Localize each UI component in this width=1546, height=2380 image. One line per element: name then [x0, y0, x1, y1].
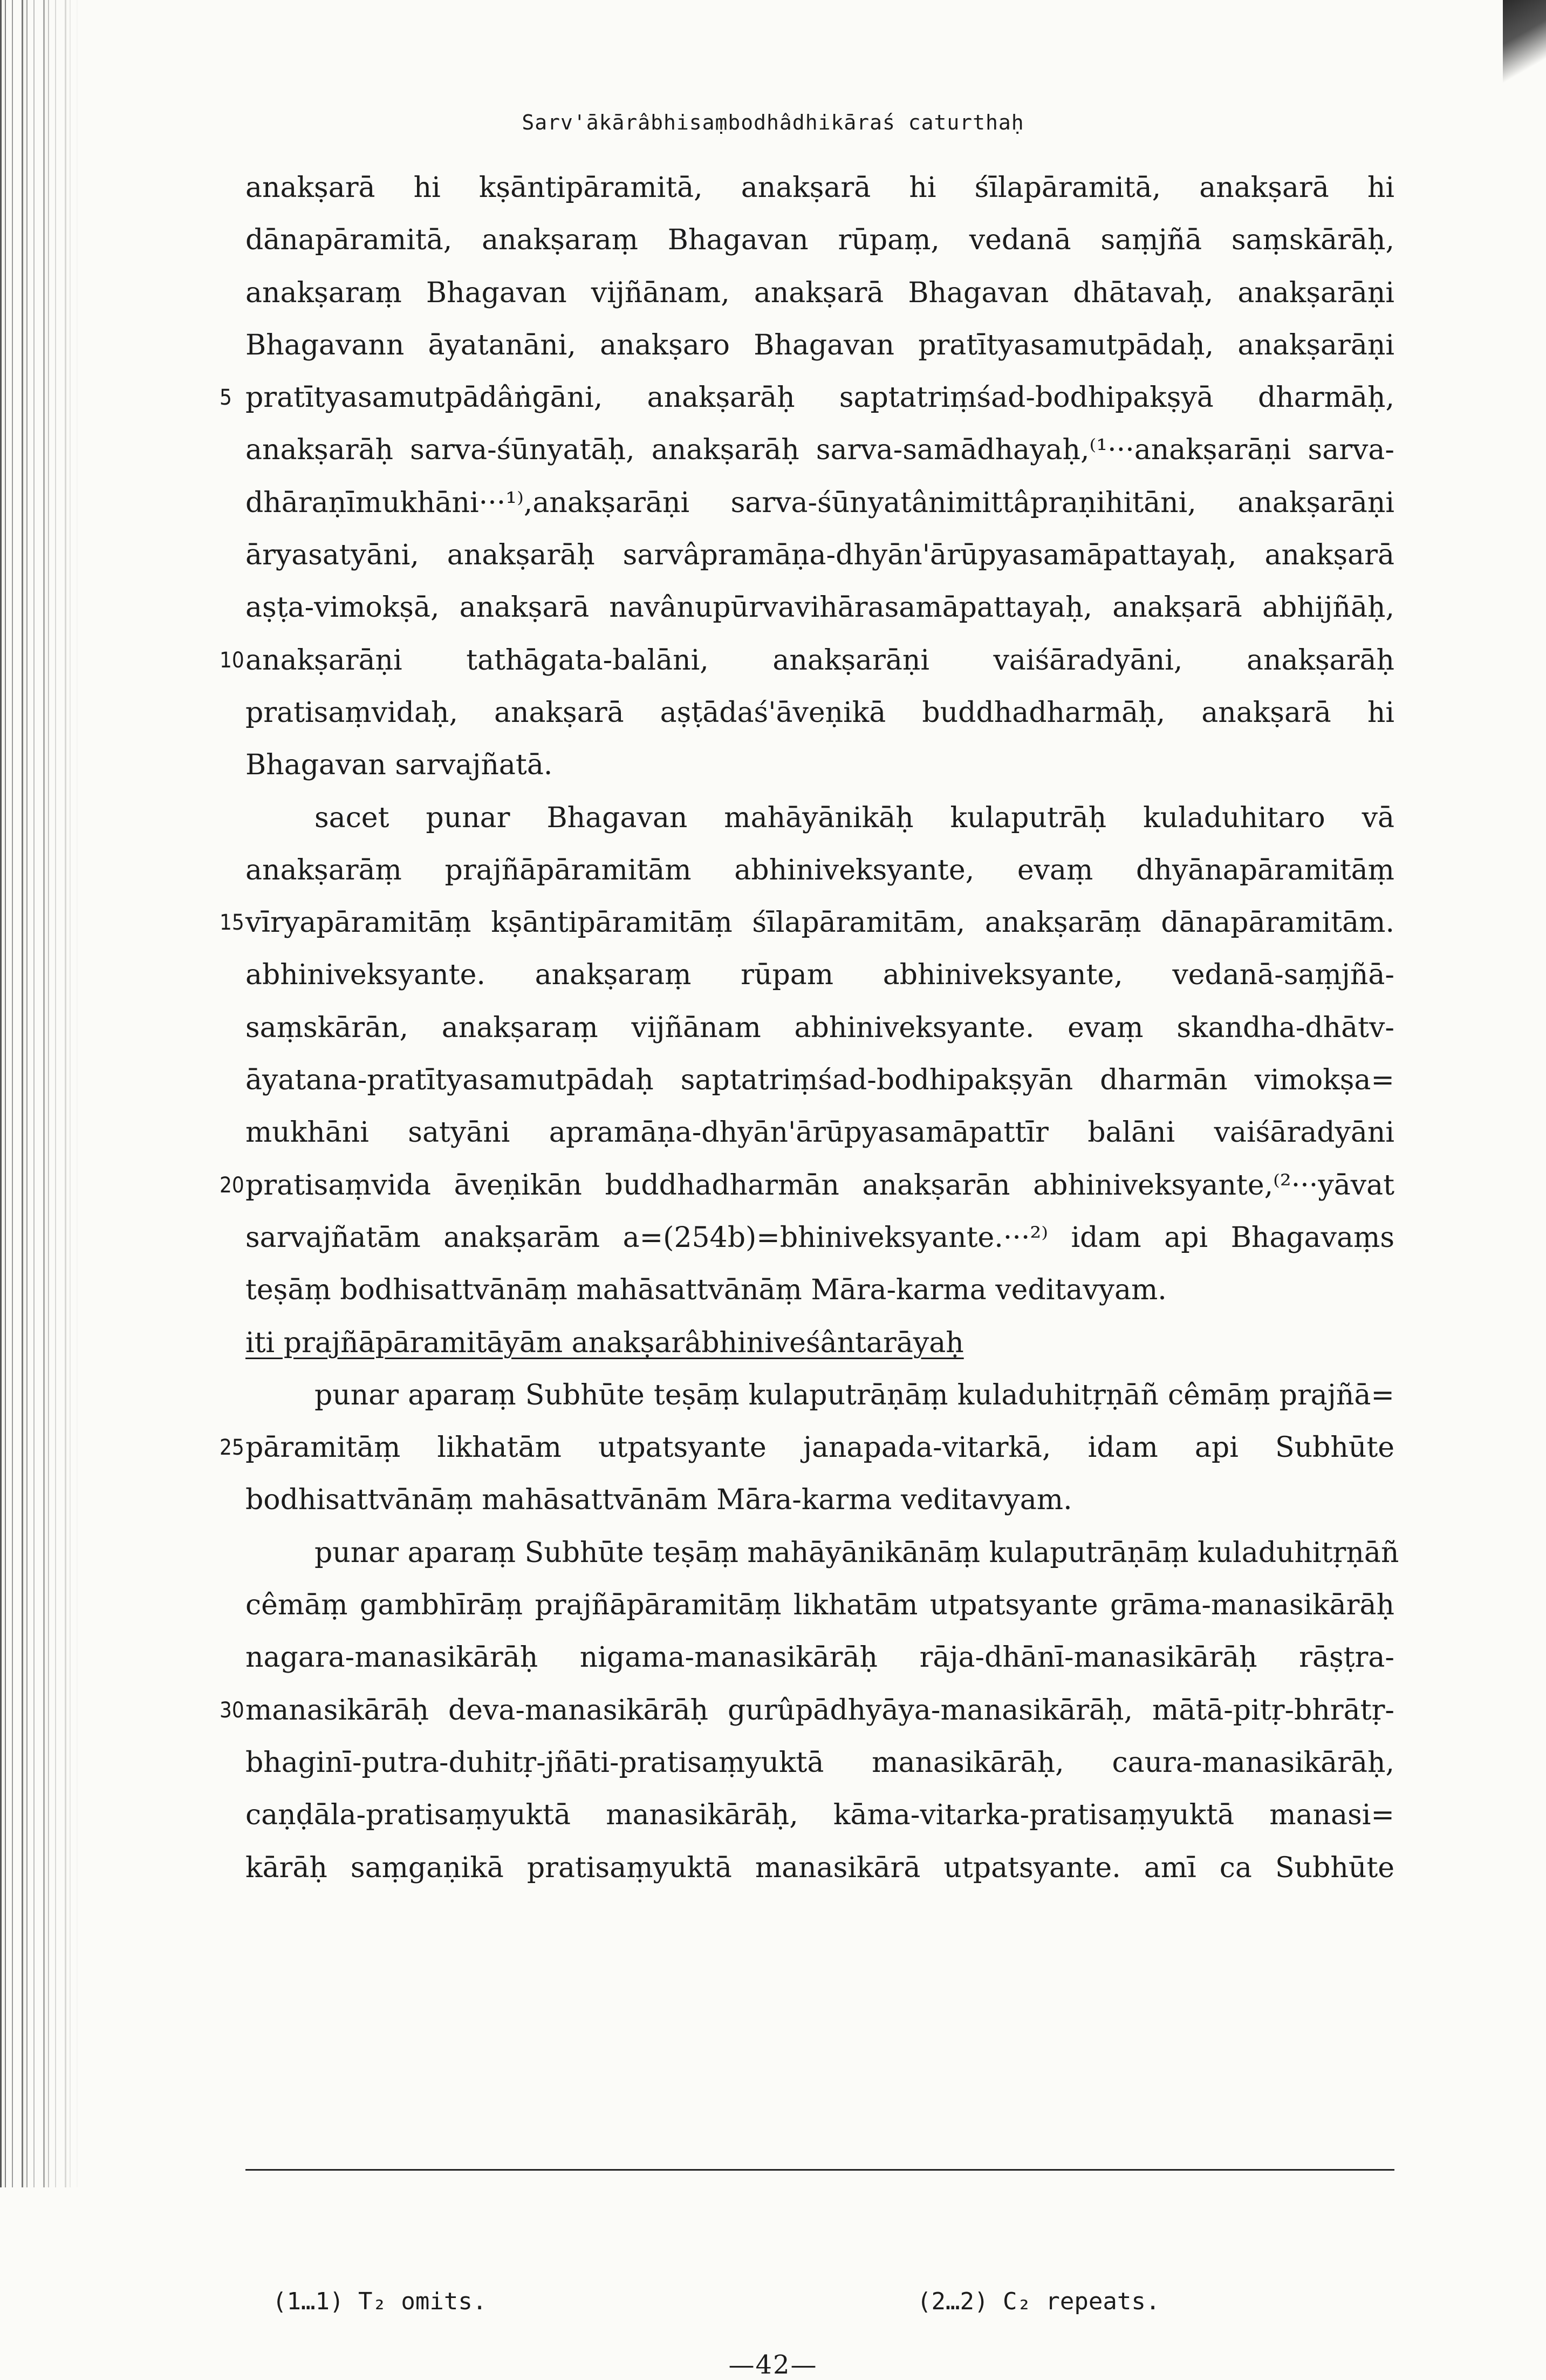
text-line — [245, 1737, 1394, 1789]
text-line — [245, 1842, 1394, 1894]
line-text: Bhagavann āyatanāni, anakṣaro Bhagavan pratītyasamutpādaḥ, anakṣarāṇi — [245, 329, 1394, 362]
line-text: anakṣarāṃ prajñāpāramitām abhiniveksyante, evaṃ dhyānapāramitāṃ — [245, 854, 1394, 886]
text-line — [245, 1212, 1394, 1264]
text-line — [220, 1160, 1394, 1212]
line-text: anakṣarā hi kṣāntipāramitā, anakṣarā hi śīlapāramitā, anakṣarā hi — [245, 172, 1394, 204]
text-line — [245, 687, 1394, 739]
line-text: pratisaṃvida āveṇikān buddhadharmān anakṣarān abhiniveksyante,⁽²···yāvat — [245, 1169, 1394, 1202]
line-text: anakṣarāṇi tathāgata-balāni, anakṣarāṇi vaiśāradyāni, anakṣarāḥ — [245, 644, 1394, 677]
line-text: dānapāramitā, anakṣaraṃ Bhagavan rūpaṃ, vedanā saṃjñā saṃskārāḥ, — [245, 224, 1394, 257]
binding-edge — [0, 0, 81, 2187]
text-line — [220, 635, 1394, 687]
line-text: saṃskārān, anakṣaraṃ vijñānam abhiniveksyante. evaṃ skandha-dhātv- — [245, 1011, 1394, 1044]
text-line — [245, 1264, 1394, 1317]
line-text: vīryapāramitāṃ kṣāntipāramitāṃ śīlapāramitām, anakṣarāṃ dānapāramitām. — [245, 906, 1394, 939]
text-line — [245, 424, 1394, 476]
line-text: Bhagavan sarvajñatā. — [245, 749, 553, 782]
line-text: sarvajñatām anakṣarām a=(254b)=bhiniveksyante.···²⁾ idam api Bhagavaṃs — [245, 1221, 1394, 1254]
line-text: nagara-manasikārāḥ nigama-manasikārāḥ rāja-dhānī-manasikārāḥ rāṣṭra- — [245, 1641, 1394, 1674]
text-line — [245, 1474, 1394, 1526]
text-line — [220, 897, 1394, 949]
line-text: manasikārāḥ deva-manasikārāḥ gurûpādhyāya-manasikārāḥ, mātā-pitṛ-bhrātṛ- — [245, 1694, 1394, 1727]
text-line — [245, 949, 1394, 1001]
text-line — [245, 1632, 1394, 1684]
text-line — [220, 1422, 1394, 1474]
line-text: aṣṭa-vimokṣā, anakṣarā navânupūrvavihārasamāpattayaḥ, anakṣarā abhijñāḥ, — [245, 591, 1394, 624]
line-text: pratītyasamutpādâṅgāni, anakṣarāḥ saptatriṃśad-bodhipakṣyā dharmāḥ, — [245, 381, 1394, 414]
footnote-1: (1…1) T₂ omits. — [272, 2288, 487, 2315]
text-line — [245, 162, 1394, 214]
line-number: 25 — [220, 1435, 244, 1461]
line-text: punar aparaṃ Subhūte teṣāṃ kulaputrāṇāṃ kuladuhitṛṇāñ cêmāṃ prajñā= — [314, 1379, 1394, 1411]
text-line — [245, 844, 1394, 897]
line-number: 30 — [220, 1697, 244, 1723]
text-line — [220, 372, 1394, 424]
text-line — [245, 267, 1394, 319]
text-line — [245, 582, 1394, 634]
line-text: dhāraṇīmukhāni···¹⁾,anakṣarāṇi sarva-śūnyatânimittâpraṇihitāni, anakṣarāṇi — [245, 486, 1394, 519]
line-text: āyatana-pratītyasamutpādaḥ saptatriṃśad-bodhipakṣyān dharmān vimokṣa= — [245, 1064, 1394, 1097]
line-number: 20 — [220, 1172, 244, 1198]
footnote-2: (2…2) C₂ repeats. — [917, 2288, 1160, 2315]
line-text: abhiniveksyante. anakṣaraṃ rūpam abhiniveksyante, vedanā-saṃjñā- — [245, 959, 1394, 992]
text-line — [245, 1107, 1394, 1159]
text-line — [245, 214, 1394, 267]
line-number: 10 — [220, 647, 244, 673]
text-line — [245, 739, 1394, 792]
line-text: pratisaṃvidaḥ, anakṣarā aṣṭādaś'āveṇikā buddhadharmāḥ, anakṣarā hi — [245, 696, 1394, 729]
text-line — [245, 529, 1394, 582]
main-text — [220, 162, 1399, 1894]
page-number: —42— — [728, 2350, 818, 2380]
line-text: iti prajñāpāramitāyām anakṣarâbhiniveśântarāyaḥ — [245, 1326, 964, 1359]
line-text: pāramitāṃ likhatām utpatsyante janapada-vitarkā, idam api Subhūte — [245, 1431, 1394, 1464]
line-text: caṇḍāla-pratisaṃyuktā manasikārāḥ, kāma-vitarka-pratisaṃyuktā manasi= — [245, 1799, 1394, 1832]
line-text: sacet punar Bhagavan mahāyānikāḥ kulaputrāḥ kuladuhitaro vā — [314, 801, 1394, 834]
text-line — [245, 319, 1394, 372]
corner-scan-mark — [1503, 0, 1546, 86]
line-text: anakṣarāḥ sarva-śūnyatāḥ, anakṣarāḥ sarva-samādhayaḥ,⁽¹···anakṣarāṇi sarva- — [245, 434, 1394, 467]
footnote-rule — [245, 2169, 1394, 2171]
text-line — [245, 1002, 1394, 1054]
text-line — [245, 1054, 1394, 1107]
line-text: kārāḥ saṃgaṇikā pratisaṃyuktā manasikārā utpatsyante. amī ca Subhūte — [245, 1851, 1394, 1884]
text-line — [245, 1579, 1394, 1632]
section-heading — [245, 1317, 1394, 1369]
line-number: 5 — [220, 385, 232, 411]
text-line — [245, 477, 1394, 529]
line-text: cêmāṃ gambhīrāṃ prajñāpāramitāṃ likhatām utpatsyante grāma-manasikārāḥ — [245, 1589, 1394, 1622]
running-head: Sarv'ākārâbhisaṃbodhâdhikāraś caturthaḥ — [522, 111, 1024, 134]
text-line — [245, 1789, 1394, 1842]
line-text: bodhisattvānāṃ mahāsattvānām Māra-karma veditavyam. — [245, 1484, 1072, 1517]
text-line — [245, 1527, 1399, 1579]
line-text: mukhāni satyāni apramāṇa-dhyān'ārūpyasamāpattīr balāni vaiśāradyāni — [245, 1116, 1394, 1149]
line-text: āryasatyāni, anakṣarāḥ sarvâpramāṇa-dhyān'ārūpyasamāpattayaḥ, anakṣarā — [245, 539, 1394, 572]
line-text: teṣāṃ bodhisattvānāṃ mahāsattvānāṃ Māra-karma veditavyam. — [245, 1274, 1167, 1307]
line-number: 15 — [220, 910, 244, 936]
text-line — [220, 1685, 1394, 1737]
line-text: anakṣaraṃ Bhagavan vijñānam, anakṣarā Bhagavan dhātavaḥ, anakṣarāṇi — [245, 276, 1394, 309]
text-line — [245, 1369, 1394, 1422]
line-text: bhaginī-putra-duhitṛ-jñāti-pratisaṃyuktā manasikārāḥ, caura-manasikārāḥ, — [245, 1746, 1394, 1779]
text-line — [245, 792, 1394, 844]
line-text: punar aparaṃ Subhūte teṣāṃ mahāyānikānāṃ kulaputrāṇāṃ kuladuhitṛṇāñ — [314, 1536, 1399, 1569]
